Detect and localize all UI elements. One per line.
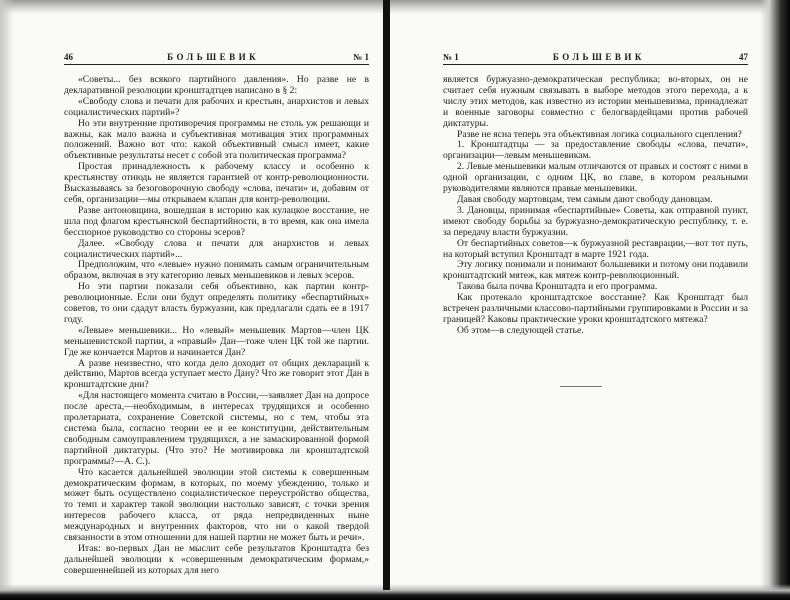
closing-line: Об этом—в следующей статье. — [457, 324, 584, 336]
paragraph: Давая свободу мартовцам, тем самым дают свободу дановцам. — [457, 193, 713, 205]
paragraph: От беспартийных советов—к буржуазной реставрации,—вот тот путь, на который вступил Кронштадт в марте 1921 года. — [443, 237, 748, 260]
scan-right-edge — [760, 0, 790, 600]
left-page — [64, 52, 369, 577]
paragraph: «Советы... без всякого партийного давления». Но разве не в декларативной резолюции кронштадтцев написано в § 2: — [64, 74, 369, 96]
paragraph: «Левые» меньшевики... Но «левый» меньшевик Мартов—член ЦК меньшевистской партии, а «правый» Дан—тоже член ЦК той же партии. Где же кончается Мартов и начинается Дан? — [64, 324, 369, 358]
scan-left-edge — [0, 0, 14, 600]
paragraph: Разве антоновщина, вошедшая в историю как кулацкое восстание, не шла под флагом крестьянской беспартийности, в то время, как она имела бесспорное руководство со стороны эсеров? — [64, 204, 369, 238]
paragraph: Разве не ясна теперь эта объективная логика социального сцепления? — [457, 128, 742, 140]
paragraph: А разве неизвестно, что когда дело доходит от общих деклараций к действию, Мартов всегда уступает место Дану? Что же говорит этот Дан в кронштадтские дни? — [64, 357, 369, 391]
numbered-point: 3. Дановцы, принимая «беспартийные» Советы, как отправной пункт, имеют свободу борьбы за буржуазно-демократическую республику, т. е. за передачу власти буржуазии. — [443, 204, 748, 238]
page-number: 47 — [739, 52, 748, 62]
right-page-body — [443, 75, 748, 337]
end-of-article-rule — [560, 386, 602, 387]
quoted-paragraph: «Для настоящего момента считаю в России,—заявляет Дан на допросе после ареста,—необходимым, в интересах трудящихся и особенно пролетариата, сохранение Советской системы, но с тем, чтобы эта система была, согласно теории ее и ее конституции, действительным свободным самоуправлением трудящихся, а не замаскированной формой партийной диктатуры. (Что это? Не мотивировка ли кронштадтской программы?—А. С.). — [64, 390, 369, 467]
numbered-point: 1. Кронштадтцы — за предоставление свободы «слова, печати», организации—левым меньшевикам. — [443, 139, 748, 162]
paragraph: Как протекало кронштадтское восстание? Как Кронштадт был встречен различными классово-партийными группировками в России и за границей? Каковы практические уроки кронштадтского мятежа? — [443, 292, 748, 325]
page-number: 46 — [64, 52, 73, 62]
journal-title: БОЛЬШЕВИК — [552, 52, 645, 62]
quoted-paragraph: Что касается дальнейшей эволюции этой системы к совершенным демократическим формам, в которых, по моему убеждению, только и может быть осуществлено социалистическое переустройство общества, то темп и характер такой эволюции настолько зависят, с точки зрения интересов рабочего класса, от ряда непредвиденных ныне международных и внутренних факторов, что ни о какой твердой связанности в этом отношении для нашей партии не может быть и речи». — [64, 466, 369, 544]
paragraph: является буржуазно-демократическая республика; во-вторых, он не считает себя нужным связывать в выборе методов этого перехода, а к числу этих методов, как известно из истории меньшевизма, принадлежат и военные заговоры совместно с белогвардейцами против рабочей диктатуры. — [443, 74, 748, 129]
paragraph: Простая принадлежность к рабочему классу и особенно к крестьянству отнюдь не является гарантией от контр-революционности. Высказываясь за безоговорочную свободу «слова, печати» и, добавим от себя, организации—мы открываем клапан для контр-революции. — [64, 161, 369, 205]
running-head-right — [443, 52, 748, 65]
book-spine-gutter — [383, 0, 390, 590]
paragraph: Предположим, что «левые» нужно понимать самым ограничительным образом, включая в эту категорию левых меньшевиков и левых эсеров. — [64, 259, 369, 282]
issue-number: № 1 — [443, 52, 459, 62]
right-page — [443, 52, 748, 337]
running-head-left — [64, 52, 369, 65]
journal-title: БОЛЬШЕВИК — [167, 52, 260, 62]
paragraph: Но эти партии показали себя объективно, как партии контр-революционные. Если они будут определять политику «беспартийных» советов, то они сдадут власть буржуазии, как предлагали сдать ее в 1917 году. — [64, 281, 369, 325]
paragraph: «Свободу слова и печати для рабочих и крестьян, анархистов и левых социалистических партий»? — [64, 95, 369, 118]
left-page-body — [64, 75, 369, 577]
paragraph: Такова была почва Кронштадта и его программа. — [457, 281, 658, 293]
paragraph: Итак: во-первых Дан не мыслит себе результатов Кронштадта без дальнейшей эволюции к «совершенным демократическим формам,» совершеннейшей из которых для него — [64, 542, 369, 576]
issue-number: № 1 — [353, 52, 369, 62]
paragraph: Но эти внутренние противоречия программы не столь уж решающи и важны, как мало важна и субъективная мотивация этих программных положений. Важно вот что: какой объективный смысл имеет, какие объективные результаты несет с собой эта политическая программа? — [64, 117, 369, 162]
scan-bottom-edge — [0, 584, 790, 600]
paragraph: Эту логику понимали и понимают большевики и потому они подавили кронштадтский мятеж, как мятеж контр-революционный. — [443, 259, 748, 282]
paragraph: Далее. «Свободу слова и печати для анархистов и левых социалистических партий»... — [64, 237, 369, 260]
scan-top-edge — [0, 0, 790, 14]
numbered-point: 2. Левые меньшевики малым отличаются от правых и состоят с ними в одной организации, с одним ЦК, во главе, в котором реальными руководителями являются правые меньшевики. — [443, 161, 748, 195]
